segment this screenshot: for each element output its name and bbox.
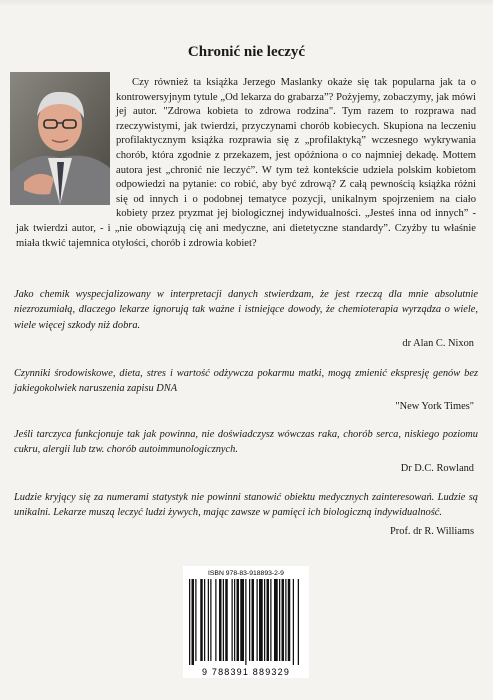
barcode-bar [285, 579, 286, 661]
quote-text: Czynniki środowiskowe, dieta, stres i wartość odżywcza pokarmu matki, mogą zmienić ekspresję genów bez jakiegokolwiek naruszenia zapisu DNA [14, 367, 478, 395]
barcode-bar [215, 579, 216, 661]
quote-text: Jeśli tarczyca funkcjonuje tak jak powinna, nie doświadczysz wówczas raka, chorób serca, niskiego poziomu cukru, alergii lub tzw. chorób autoimmunologicznych. [14, 428, 478, 456]
barcode-bar [259, 579, 263, 661]
intro-text-block [16, 76, 476, 251]
barcode-bar [219, 579, 222, 661]
quote-item [14, 427, 478, 476]
barcode-bar [223, 579, 224, 661]
barcode-bar [240, 579, 244, 661]
barcode-bar [264, 579, 265, 661]
quote-author: "New York Times" [395, 401, 474, 413]
barcode-bar [234, 579, 235, 661]
barcode-graphic [183, 566, 309, 678]
page-top-edge [0, 0, 493, 6]
isbn-barcode [183, 566, 309, 678]
barcode-bar [210, 579, 211, 661]
barcode-bar [195, 579, 196, 661]
quote-author: Prof. dr R. Williams [390, 525, 474, 537]
barcode-bar [282, 579, 285, 661]
page-title: Chronić nie leczyć [187, 44, 306, 60]
intro-paragraph: Czy również ta książka Jerzego Maslanky okaże się tak popularna jak ta o kontrowersyjnym tytule „Od lekarza do grabarza”? Pożyjemy, zobaczymy, jak mówi jej autor. "Zdrowa kobieta to zdrowa rodzina". Tym razem to rozprawa nad rzeczywistymi, jak twierdzi, przyczynami chorób kobiecych. Skupiona na leczeniu profilaktycznym książka rozprawia się z „profilaktyką” wczesnego wykrywania chorób, która zgodnie z przekazem, jest opóźniona o co najmniej dekadę. Mottem autora jest „chronić nie leczyć”. W tym też kontekście udziela polskim kobietom odpowiedzi na pytanie: co robić, aby być zdrową? Z całą pewnością książka różni się od innych i o podobnej tematyce pozycji, unikalnym spojrzeniem na ciało kobiety przez pryzmat jej biologicznej indywidualności. „Jesteś inna od innych” - jak twierdzi autor, - i „nie obowiązują cię ani medyczne, ani dietetyczne standardy”. Czyżby tu właśnie miała tkwić tajemnica otyłości, chorób i zdrowia kobiet? [16, 77, 476, 249]
barcode-bar [288, 579, 291, 661]
barcode-bar [249, 579, 250, 661]
barcode-bar [293, 579, 294, 665]
quote-author: dr Alan C. Nixon [402, 338, 474, 350]
barcode-bar [192, 579, 195, 665]
quote-text: Ludzie kryjący się za numerami statystyk nie powinni stanowić obiektu medycznych zainteresowań. Ludzie są unikalni. Lekarze muszą leczyć ludzi żywych, mając zawsze w pamięci ich biologiczną indywidualność. [14, 492, 478, 519]
barcode-bar [267, 579, 270, 661]
barcode-bar [208, 579, 209, 661]
barcode-bar [237, 579, 240, 661]
barcode-bar [200, 579, 203, 661]
quote-item [14, 490, 478, 539]
barcode-bar [252, 579, 255, 661]
barcode-number: 9 788391 889329 [201, 667, 291, 677]
barcode-bar [245, 579, 246, 665]
barcode-bar [298, 579, 299, 665]
barcode-bar [232, 579, 233, 661]
barcode-bar [270, 579, 271, 661]
barcode-bar [257, 579, 258, 661]
barcode-bar [204, 579, 205, 661]
barcode-bars [189, 579, 299, 665]
quote-item [14, 287, 478, 352]
quote-text: Jako chemik wyspecjalizowany w interpretacji danych stwierdzam, że jest rzeczą dla mnie absolutnie niezrozumiałą, dlaczego lekarze ignorują tak ważne i istniejące dowody, że chemioterapia wyrządza o wiele, wiele więcej szkody niż dobra. [14, 289, 478, 331]
barcode-bar [279, 579, 280, 661]
barcode-bar [225, 579, 228, 661]
quotes-section [14, 287, 478, 539]
quote-author: Dr D.C. Rowland [400, 462, 474, 474]
barcode-bar [189, 579, 190, 665]
photo-spacer [16, 76, 116, 208]
barcode-bar [274, 579, 278, 661]
quote-item [14, 366, 478, 415]
isbn-label: ISBN 978-83-918893-2-9 [208, 570, 284, 577]
